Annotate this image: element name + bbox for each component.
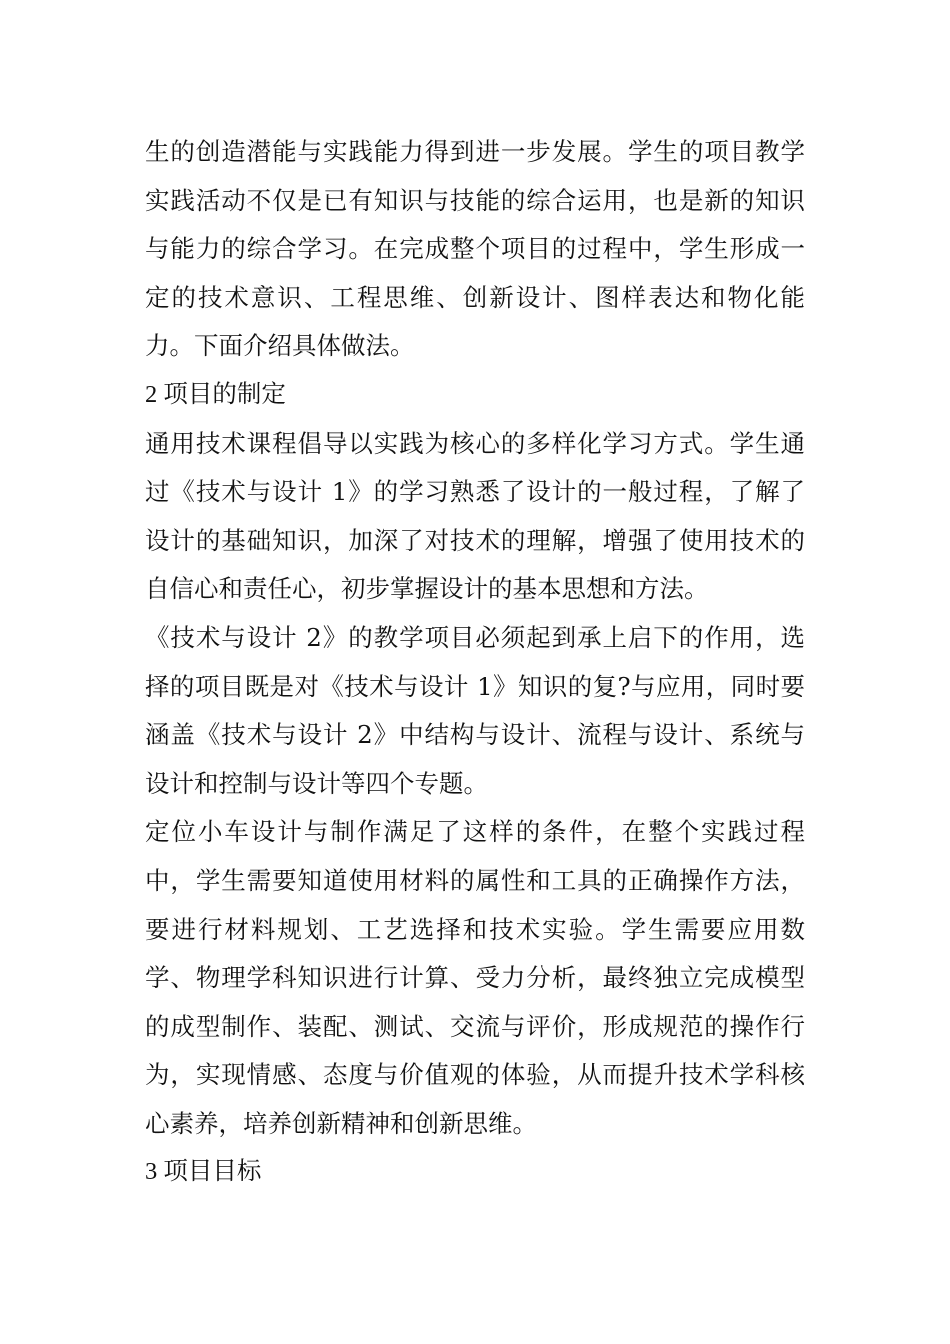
document-body xyxy=(145,128,805,1197)
section-heading-2: 2 项目的制定 xyxy=(145,380,286,408)
paragraph-project-requirements: 《技术与设计 2》的教学项目必须起到承上启下的作用，选择的项目既是对《技术与设计 1》知识的复?与应用，同时要涵盖《技术与设计 2》中结构与设计、流程与设计、系统与设计和控制与设计等四个专题。 xyxy=(145,622,805,798)
section-heading-3: 3 项目目标 xyxy=(145,1158,262,1186)
paragraph-intro: 生的创造潜能与实践能力得到进一步发展。学生的项目教学实践活动不仅是已有知识与技能的综合运用，也是新的知识与能力的综合学习。在完成整个项目的过程中，学生形成一定的技术意识、工程思维、创新设计、图样表达和物化能力。下面介绍具体做法。 xyxy=(145,137,805,361)
paragraph-positioning-car: 定位小车设计与制作满足了这样的条件，在整个实践过程中，学生需要知道使用材料的属性和工具的正确操作方法，要进行材料规划、工艺选择和技术实验。学生需要应用数学、物理学科知识进行计算、受力分析，最终独立完成模型的成型制作、装配、测试、交流与评价，形成规范的操作行为，实现情感、态度与价值观的体验，从而提升技术学科核心素养，培养创新精神和创新思维。 xyxy=(145,817,805,1138)
paragraph-course-approach: 通用技术课程倡导以实践为核心的多样化学习方式。学生通过《技术与设计 1》的学习熟悉了设计的一般过程，了解了设计的基础知识，加深了对技术的理解，增强了使用技术的自信心和责任心，初步掌握设计的基本思想和方法。 xyxy=(145,428,805,604)
